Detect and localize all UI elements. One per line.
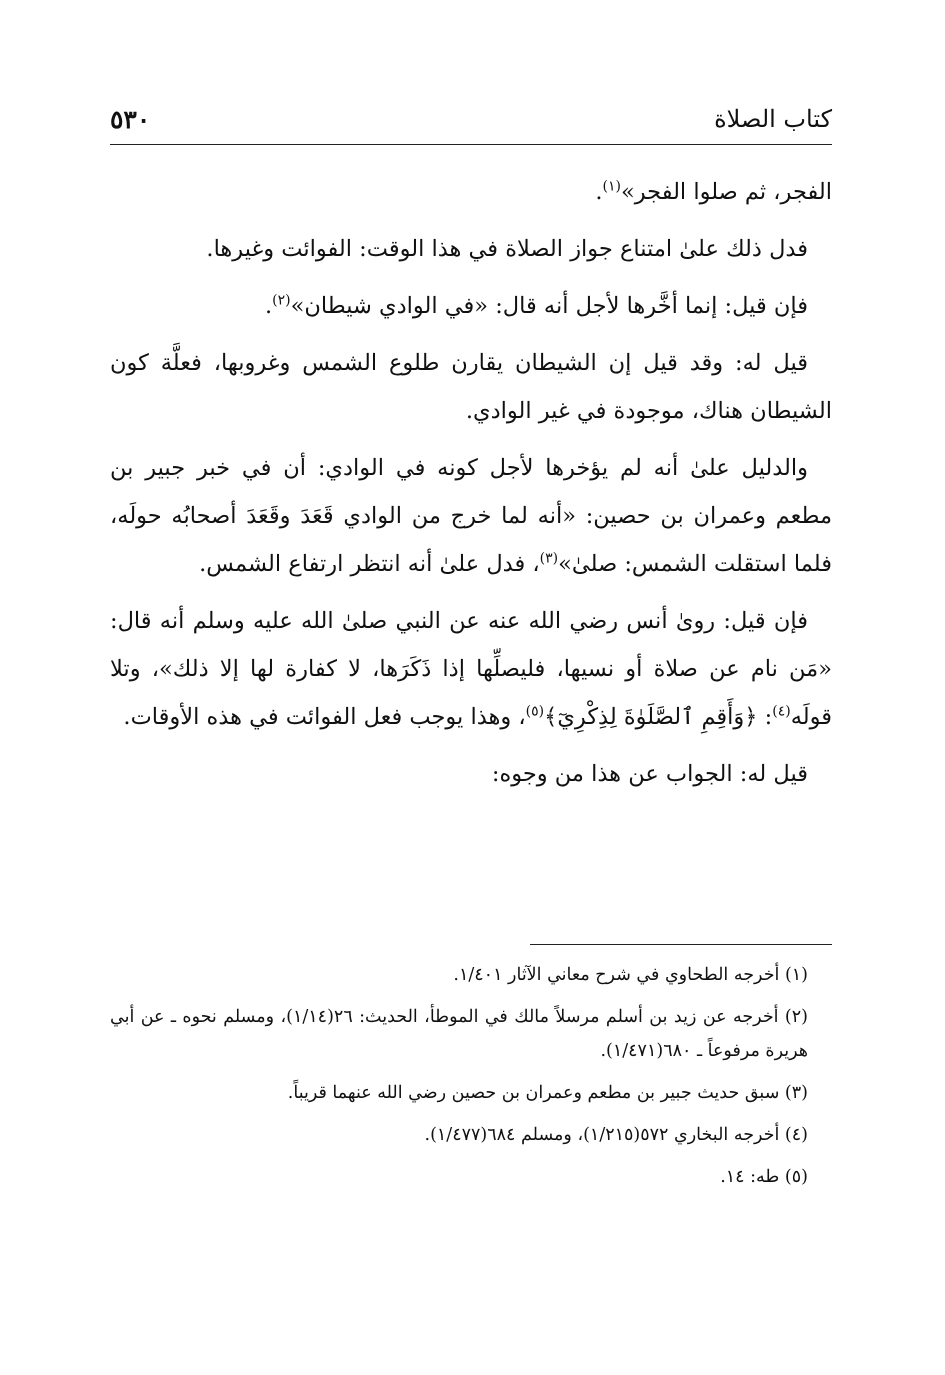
footnote-1: (١) أخرجه الطحاوي في شرح معاني الآثار ١/٤٠١. — [453, 965, 808, 985]
footnote-3: (٣) سبق حديث جبير بن مطعم وعمران بن حصين رضي الله عنهما قريباً. — [287, 1083, 808, 1103]
footnote-ref-2[interactable]: (٢) — [272, 292, 291, 309]
paragraph-6: فإن قيل: روىٰ أنس رضي الله عنه عن النبي صلىٰ الله عليه وسلم أنه قال: «مَن نام عن صلاة أو نسيها، فليصلِّها إذا ذَكَرَها، لا كفارة لها إلا ذلك»، وتلا قولَه$^{(٤)}$: ﴿وَأَقِمِ ٱلصَّلَوٰةَ لِذِكْرِيٓ﴾$^{(٥)}$، وهذا يوجب فعل الفوائت في هذه الأوقات. — [110, 608, 832, 730]
paragraph-3: فإن قيل: إنما أخَّرها لأجل أنه قال: «في الوادي شيطان»$^{(٢)}$. — [265, 292, 808, 319]
page-number: ٥٣٠ — [110, 104, 151, 134]
paragraph-4: قيل له: وقد قيل إن الشيطان يقارن طلوع الشمس وغروبها، فعلَّة كون الشيطان هناك، موجودة في غير الوادي. — [110, 350, 832, 424]
main-text — [110, 168, 832, 807]
book-page — [110, 0, 832, 1375]
paragraph-1: الفجر، ثم صلوا الفجر»$^{(١)}$. — [595, 178, 832, 205]
footnote-ref-4[interactable]: (٤) — [772, 703, 791, 720]
footnote-5: (٥) طه: ١٤. — [720, 1167, 808, 1187]
quran-verse: : ﴿وَأَقِمِ ٱلصَّلَوٰةَ لِذِكْرِيٓ﴾ — [544, 704, 773, 730]
paragraph-7: قيل له: الجواب عن هذا من وجوه: — [491, 761, 808, 787]
footnote-ref-5[interactable]: (٥) — [525, 703, 545, 720]
footnote-divider — [530, 944, 832, 945]
footnotes — [110, 958, 832, 1202]
paragraph-5: والدليل علىٰ أنه لم يؤخرها لأجل كونه في الوادي: أن في خبر جبير بن مطعم وعمران بن حصين: «أنه لما خرج من الوادي قَعَدَ وقَعَدَ أصحابُه حولَه، فلما استقلت الشمس: صلىٰ»$^{(٣)}$، فدل علىٰ أنه انتظر ارتفاع الشمس. — [110, 455, 832, 577]
footnote-2: (٢) أخرجه عن زيد بن أسلم مرسلاً مالك في الموطأ، الحديث: ٢٦(١/١٤)، ومسلم نحوه ـ عن أبي هريرة مرفوعاً ـ ٦٨٠(١/٤٧١). — [110, 1007, 808, 1061]
running-title: كتاب الصلاة — [714, 105, 832, 133]
page-header — [110, 98, 832, 140]
footnote-ref-3[interactable]: (٣) — [539, 550, 559, 567]
paragraph-2: فدل ذلك علىٰ امتناع جواز الصلاة في هذا الوقت: الفوائت وغيرها. — [206, 236, 808, 262]
footnote-4: (٤) أخرجه البخاري ٥٧٢(١/٢١٥)، ومسلم ٦٨٤(١/٤٧٧). — [424, 1125, 808, 1145]
header-divider — [110, 144, 832, 145]
footnote-ref-1[interactable]: (١) — [602, 178, 621, 195]
